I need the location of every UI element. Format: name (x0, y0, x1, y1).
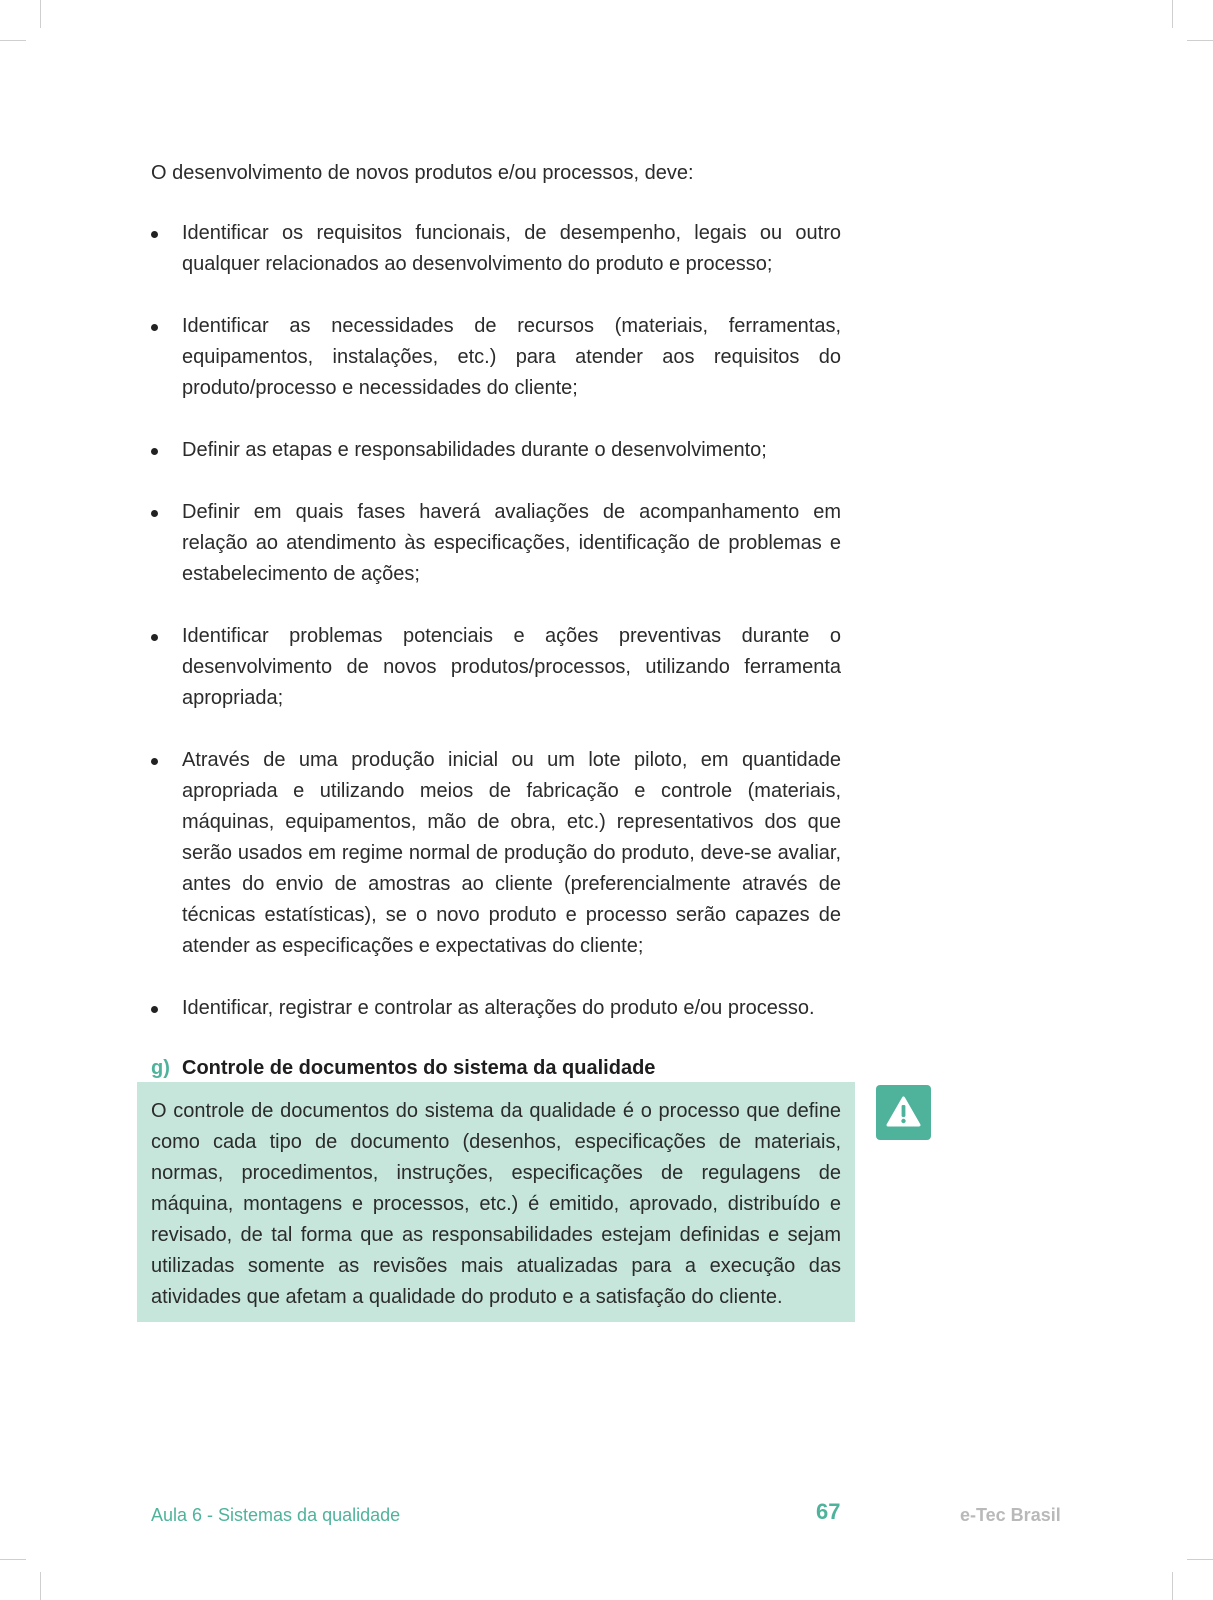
list-item (151, 621, 841, 714)
crop-mark (40, 1572, 41, 1600)
footer-brand: e-Tec Brasil (960, 1505, 1061, 1525)
crop-mark (1187, 1559, 1213, 1560)
crop-mark (40, 0, 41, 28)
bullet-icon (151, 634, 158, 641)
list-item (151, 745, 841, 962)
requirements-list (151, 218, 841, 1024)
list-item-text: Definir em quais fases haverá avaliações de acompanhamento em relação ao atendimento às especificações, identificação de problemas e estabelecimento de ações; (182, 501, 841, 585)
section-title: Controle de documentos do sistema da qualidade (182, 1057, 656, 1079)
crop-mark (1172, 1572, 1173, 1600)
bullet-icon (151, 1006, 158, 1013)
section-letter: g) (151, 1057, 170, 1079)
page-content (151, 158, 841, 1084)
list-item (151, 435, 841, 466)
page-number: 67 (816, 1499, 841, 1524)
list-item (151, 497, 841, 590)
footer-chapter: Aula 6 - Sistemas da qualidade (151, 1505, 401, 1525)
list-item-text: Identificar as necessidades de recursos (materiais, ferramentas, equipamentos, instalações, etc.) para atender aos requisitos do produto/processo e necessidades do cliente; (182, 315, 841, 399)
list-item-text: Identificar os requisitos funcionais, de desempenho, legais ou outro qualquer relacionados ao desenvolvimento do produto e processo; (182, 222, 841, 275)
list-item-text: Definir as etapas e responsabilidades durante o desenvolvimento; (182, 439, 767, 461)
bullet-icon (151, 448, 158, 455)
section-heading (151, 1053, 841, 1084)
bullet-icon (151, 510, 158, 517)
list-item (151, 311, 841, 404)
list-item-text: Identificar, registrar e controlar as alterações do produto e/ou processo. (182, 997, 815, 1019)
bullet-icon (151, 231, 158, 238)
bullet-icon (151, 758, 158, 765)
list-item (151, 218, 841, 280)
warning-icon (876, 1085, 931, 1140)
list-item-text: Identificar problemas potenciais e ações preventivas durante o desenvolvimento de novos produtos/processos, utilizando ferramenta apropriada; (182, 625, 841, 709)
highlight-box (137, 1082, 855, 1322)
bullet-icon (151, 324, 158, 331)
crop-mark (1172, 0, 1173, 28)
crop-mark (0, 1559, 26, 1560)
intro-paragraph: O desenvolvimento de novos produtos e/ou processos, deve: (151, 162, 694, 184)
crop-mark (1187, 40, 1213, 41)
highlight-text: O controle de documentos do sistema da qualidade é o processo que define como cada tipo de documento (desenhos, especificações de materiais, normas, procedimentos, instruções, especificações de regulagens de máquina, montagens e processos, etc.) é emitido, aprovado, distribuído e revisado, de tal forma que as responsabilidades estejam definidas e sejam utilizadas somente as revisões mais atualizadas para a execução das atividades que afetam a qualidade do produto e a satisfação do cliente. (151, 1100, 841, 1308)
crop-mark (0, 40, 26, 41)
list-item-text: Através de uma produção inicial ou um lote piloto, em quantidade apropriada e utilizando meios de fabricação e controle (materiais, máquinas, equipamentos, mão de obra, etc.) representativos dos que serão usados em regime normal de produção do produto, deve-se avaliar, antes do envio de amostras ao cliente (preferencialmente através de técnicas estatísticas), se o novo produto e processo serão capazes de atender as especificações e expectativas do cliente; (182, 749, 841, 957)
list-item (151, 993, 841, 1024)
